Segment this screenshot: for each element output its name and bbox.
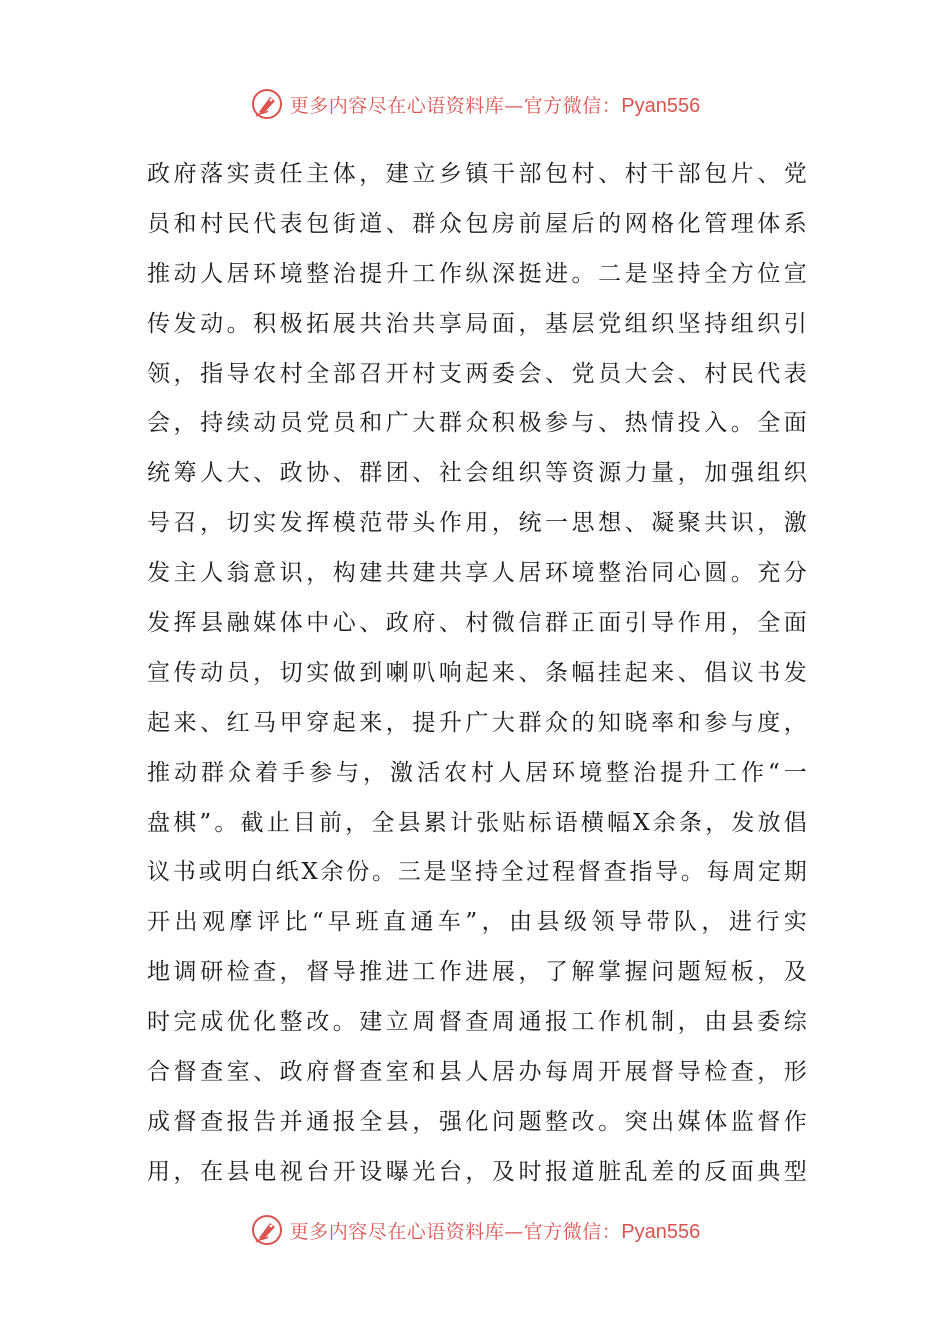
watermark-text: 更多内容尽在心语资料库—官方微信：Pyan556	[289, 94, 701, 117]
body-text-line: 推动群众着手参与，激活农村人居环境整治提升工作“一	[147, 759, 807, 786]
body-text-line: 发挥县融媒体中心、政府、村微信群正面引导作用，全面	[147, 610, 807, 637]
header-watermark-banner	[0, 84, 950, 124]
body-text-line: 议书或明白纸X余份。三是坚持全过程督查指导。每周定期	[147, 859, 807, 886]
body-text-line: 发主人翁意识，构建共建共享人居环境整治同心圆。充分	[147, 560, 807, 587]
wechat-handle: Pyan556	[621, 94, 701, 117]
body-text-line: 员和村民代表包街道、群众包房前屋后的网格化管理体系	[147, 210, 807, 237]
pen-nib-logo-icon	[250, 1213, 284, 1247]
body-text-line: 地调研检查，督导推进工作进展，了解掌握问题短板，及	[147, 959, 807, 986]
body-text-line: 时完成优化整改。建立周督查周通报工作机制，由县委综	[147, 1009, 807, 1036]
body-text-line: 传发动。积极拓展共治共享局面，基层党组织坚持组织引	[147, 310, 807, 337]
document-body	[147, 150, 807, 1198]
wechat-handle: Pyan556	[621, 1220, 701, 1243]
body-text-line: 盘棋”。截止目前，全县累计张贴标语横幅X余条，发放倡	[147, 809, 807, 836]
body-text-line: 宣传动员，切实做到喇叭响起来、条幅挂起来、倡议书发	[147, 659, 807, 686]
footer-watermark-banner	[0, 1210, 950, 1250]
watermark-group	[250, 87, 700, 121]
watermark-text: 更多内容尽在心语资料库—官方微信：Pyan556	[289, 1220, 701, 1243]
body-text-line: 政府落实责任主体，建立乡镇干部包村、村干部包片、党	[147, 161, 807, 187]
body-text-line: 合督查室、政府督查室和县人居办每周开展督导检查，形	[147, 1059, 807, 1086]
body-text-line: 号召，切实发挥模范带头作用，统一思想、凝聚共识，激	[147, 510, 807, 537]
watermark-group	[250, 1213, 700, 1247]
body-text-line: 领，指导农村全部召开村支两委会、党员大会、村民代表	[147, 360, 807, 387]
pen-nib-logo-icon	[250, 87, 284, 121]
body-text-line: 用，在县电视台开设曝光台，及时报道脏乱差的反面典型	[147, 1158, 807, 1185]
body-text-line: 成督查报告并通报全县，强化问题整改。突出媒体监督作	[147, 1108, 807, 1135]
body-text-line: 推动人居环境整治提升工作纵深挺进。二是坚持全方位宣	[147, 260, 807, 287]
body-text-line: 开出观摩评比“早班直通车”，由县级领导带队，进行实	[147, 909, 807, 936]
body-text-line: 会，持续动员党员和广大群众积极参与、热情投入。全面	[147, 410, 807, 437]
body-text-line: 统筹人大、政协、群团、社会组织等资源力量，加强组织	[147, 460, 807, 487]
body-text-line: 起来、红马甲穿起来，提升广大群众的知晓率和参与度，	[147, 709, 807, 736]
